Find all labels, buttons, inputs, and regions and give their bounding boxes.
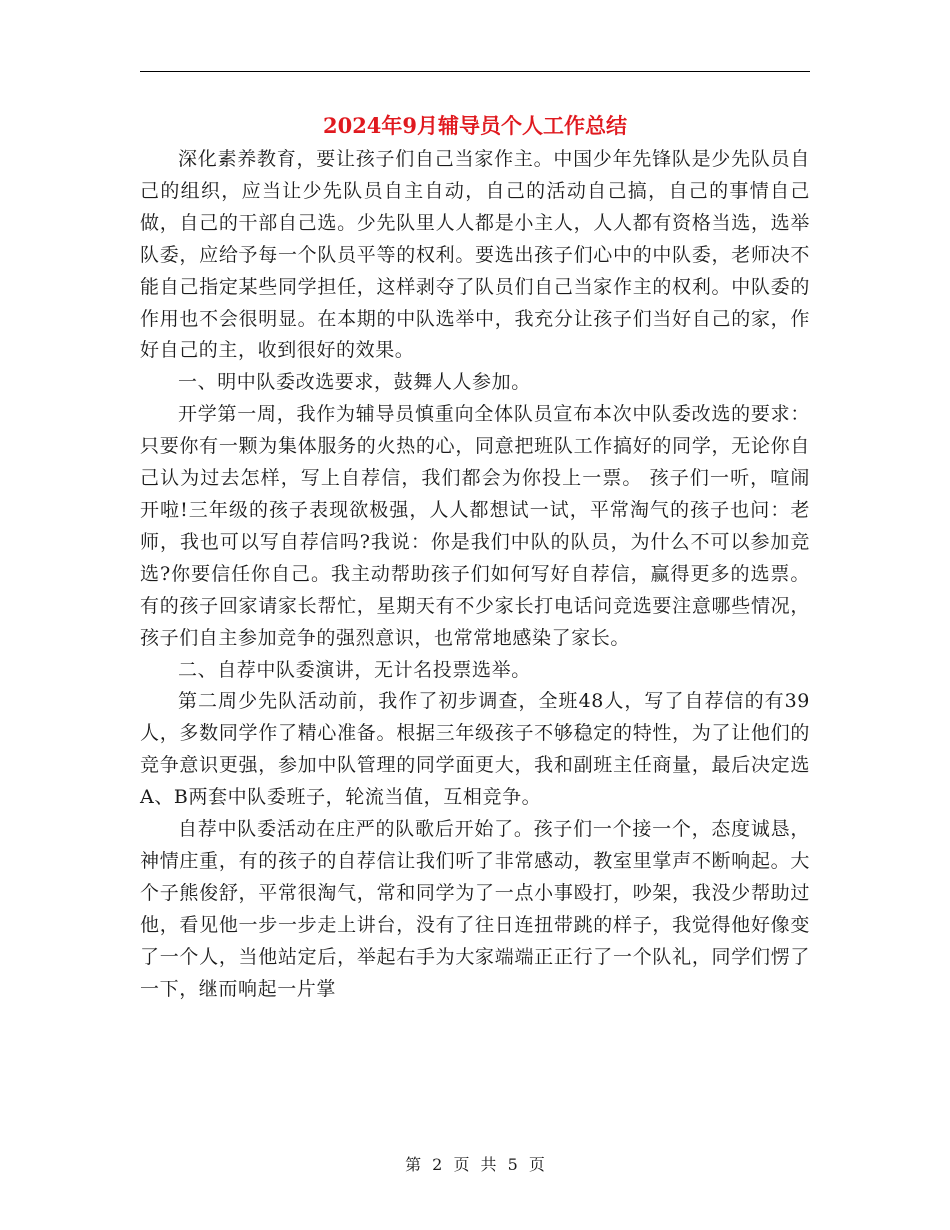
paragraph-section-2: 第二周少先队活动前，我作了初步调查，全班48人，写了自荐信的有39人，多数同学作了精心准备。根据三年级孩子不够稳定的特性，为了让他们的竞争意识更强，参加中队管理的同学面更大，我和副班主任商量，最后决定选A、B两套中队委班子，轮流当值，互相竞争。	[140, 690, 810, 809]
section-heading-1: 一、明中队委改选要求，鼓舞人人参加。	[178, 371, 531, 394]
document-title: 2024年9月辅导员个人工作总结	[322, 113, 628, 138]
paragraph-intro: 深化素养教育，要让孩子们自己当家作主。中国少年先锋队是少先队员自己的组织，应当让少先队员自主自动，自己的活动自己搞，自己的事情自己做，自己的干部自己选。少先队里人人都是小主人，人人都有资格当选，选举队委，应给予每一个队员平等的权利。要选出孩子们心中的中队委，老师决不能自己指定某些同学担任，这样剥夺了队员们自己当家作主的权利。中队委的作用也不会很明显。在本期的中队选举中，我充分让孩子们当好自己的家，作好自己的主，收到很好的效果。	[140, 148, 810, 362]
header-rule	[140, 71, 810, 72]
paragraph-section-1: 开学第一周，我作为辅导员慎重向全体队员宣布本次中队委改选的要求：只要你有一颗为集体服务的火热的心，同意把班队工作搞好的同学，无论你自己认为过去怎样，写上自荐信，我们都会为你投上一票。 孩子们一听，喧闹开啦!三年级的孩子表现欲极强，人人都想试一试，平常淘气的孩子也问：老师，我也可以写自荐信吗?我说：你是我们中队的队员，为什么不可以参加竞选?你要信任你自己。我主动帮助孩子们如何写好自荐信，赢得更多的选票。有的孩子回家请家长帮忙，星期天有不少家长打电话问竞选要注意哪些情况，孩子们自主参加竞争的强烈意识，也常常地感染了家长。	[140, 403, 810, 649]
document-body	[140, 144, 810, 1005]
section-heading-2: 二、自荐中队委演讲，无计名投票选举。	[178, 658, 531, 681]
paragraph-section-2-continued: 自荐中队委活动在庄严的队歌后开始了。孩子们一个接一个，态度诚恳，神情庄重，有的孩子的自荐信让我们听了非常感动，教室里掌声不断响起。大个子熊俊舒，平常很淘气，常和同学为了一点小事殴打，吵架，我没少帮助过他，看见他一步一步走上讲台，没有了往日连扭带跳的样子，我觉得他好像变了一个人，当他站定后，举起右手为大家端端正正行了一个队礼，同学们愣了一下，继而响起一片掌	[140, 818, 810, 1000]
page-number: 第 2 页 共 5 页	[405, 1155, 545, 1174]
